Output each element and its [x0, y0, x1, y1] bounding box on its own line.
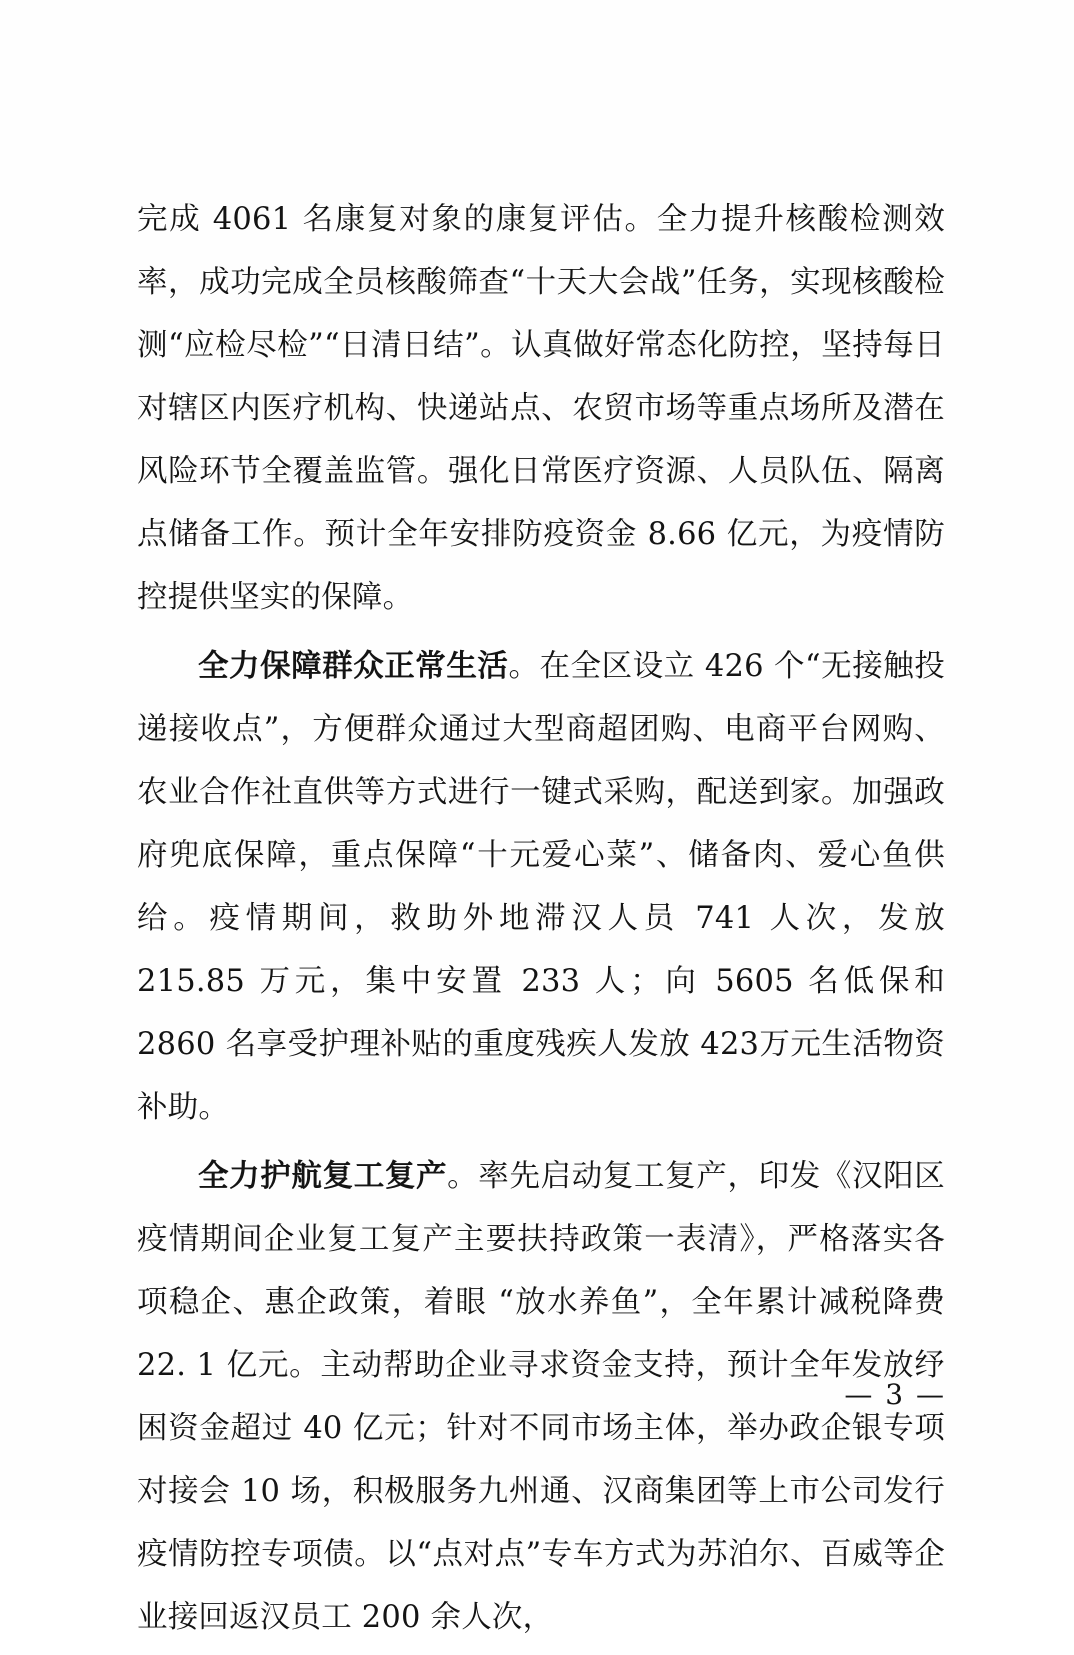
paragraph-3-lead: 全力护航复工复产: [198, 1158, 448, 1194]
document-body: [137, 188, 945, 1655]
paragraph-2-lead: 全力保障群众正常生活: [198, 648, 509, 684]
page-number: — 3 —: [844, 1378, 946, 1411]
paragraph-3-text: 。率先启动复工复产，印发《汉阳区疫情期间企业复工复产主要扶持政策一表清》，严格落实各项稳企、惠企政策，着眼 “放水养鱼”，全年累计减税降费 22. 1 亿元。主动帮助企业寻求资金支持，预计全年发放纾困资金超过 40 亿元；针对不同市场主体，举办政企银专项对接会 10 场，积极服务九州通、汉商集团等上市公司发行疫情防控专项债。以“点对点”专车方式为苏泊尔、百威等企业接回返汉员工 200 余人次，: [137, 1159, 945, 1635]
paragraph-1: [137, 188, 945, 629]
paragraph-1-text: 完成 4061 名康复对象的康复评估。全力提升核酸检测效率，成功完成全员核酸筛查“十天大会战”任务，实现核酸检测“应检尽检”“日清日结”。认真做好常态化防控，坚持每日对辖区内医疗机构、快递站点、农贸市场等重点场所及潜在风险环节全覆盖监管。强化日常医疗资源、人员队伍、隔离点储备工作。预计全年安排防疫资金 8.66 亿元，为疫情防控提供坚实的保障。: [137, 202, 945, 615]
paragraph-2-text: 。在全区设立 426 个“无接触投递接收点”，方便群众通过大型商超团购、电商平台网购、农业合作社直供等方式进行一键式采购，配送到家。加强政府兜底保障，重点保障“十元爱心菜”、储备肉、爱心鱼供给。疫情期间，救助外地滞汉人员 741 人次，发放 215.85 万元，集中安置 233 人；向 5605 名低保和 2860 名享受护理补贴的重度残疾人发放 423万元生活物资补助。: [137, 649, 945, 1125]
paragraph-2: [137, 635, 945, 1139]
